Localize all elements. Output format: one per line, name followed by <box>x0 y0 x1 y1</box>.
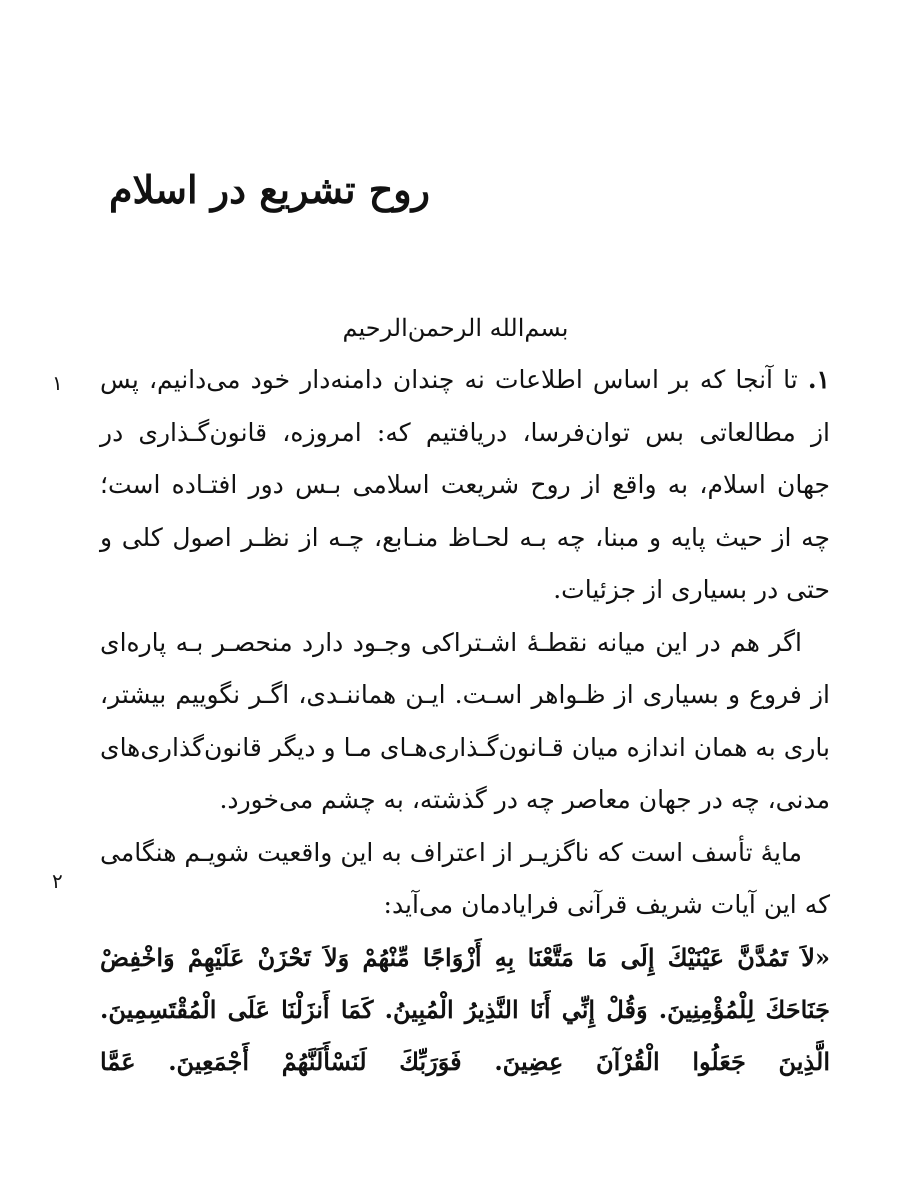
margin-number-2: ۲ <box>52 869 63 893</box>
paragraph-3: مایهٔ تأسف است که ناگزیـر از اعتراف به این واقعیت شویـم هنگامی که این آیات شریف قرآنی فرایادمان می‌آید: <box>100 837 830 919</box>
margin-number-1: ۱ <box>52 371 63 395</box>
paragraph-text: تا آنجا که بر اساس اطلاعات نه چندان دامنه‌دار خود می‌دانیم، پس از مطالعاتی بس توان‌فرسا، دریافتیم که: امروزه، قانون‌گـذاری در جهان اسلام، به واقع از روح شریعت اسلامی بـس دور افتـاده است؛ چه از حیث پایه و مبنا، چه بـه لحـاظ منـابع، چـه از نظـر اصول کلی و حتی در بسیاری از جزئیات. <box>100 365 830 604</box>
quran-quote: «لاَ تَمُدَّنَّ عَيْنَيْكَ إِلَى مَا مَتَّعْنَا بِهِ أَزْوَاجًا مِّنْهُمْ وَلاَ تَحْزَنْ عَلَيْهِمْ وَاخْفِضْ جَنَاحَكَ لِلْمُؤْمِنِينَ. وَقُلْ إِنِّي أَنَا النَّذِيرُ الْمُبِينُ. كَمَا أَنزَلْنَا عَلَى الْمُقْتَسِمِينَ. الَّذِينَ جَعَلُوا الْقُرْآنَ عِضِينَ. فَوَرَبِّكَ لَنَسْأَلَنَّهُمْ أَجْمَعِينَ. عَمَّا <box>100 942 830 1076</box>
paragraph-number: ۱. <box>807 365 830 394</box>
paragraph-1 <box>100 354 830 617</box>
body-text <box>100 354 830 1088</box>
basmala: بسم‌الله الرحمن‌الرحیم <box>342 314 569 342</box>
paragraph-2: اگر هم در این میانه نقطـهٔ اشـتراکی وجـود دارد منحصـر بـه پاره‌ای از فروع و بسیاری از ظـواهر اسـت. ایـن هماننـدی، اگـر نگوییم بیشتر، باری به همان اندازه میان قـانون‌گـذاری‌هـای مـا و دیگر قانون‌گذاری‌های مدنی، چه در جهان معاصر چه در گذشته، به چشم می‌خورد. <box>100 627 831 814</box>
page-title: روح تشریع در اسلام <box>108 167 430 212</box>
